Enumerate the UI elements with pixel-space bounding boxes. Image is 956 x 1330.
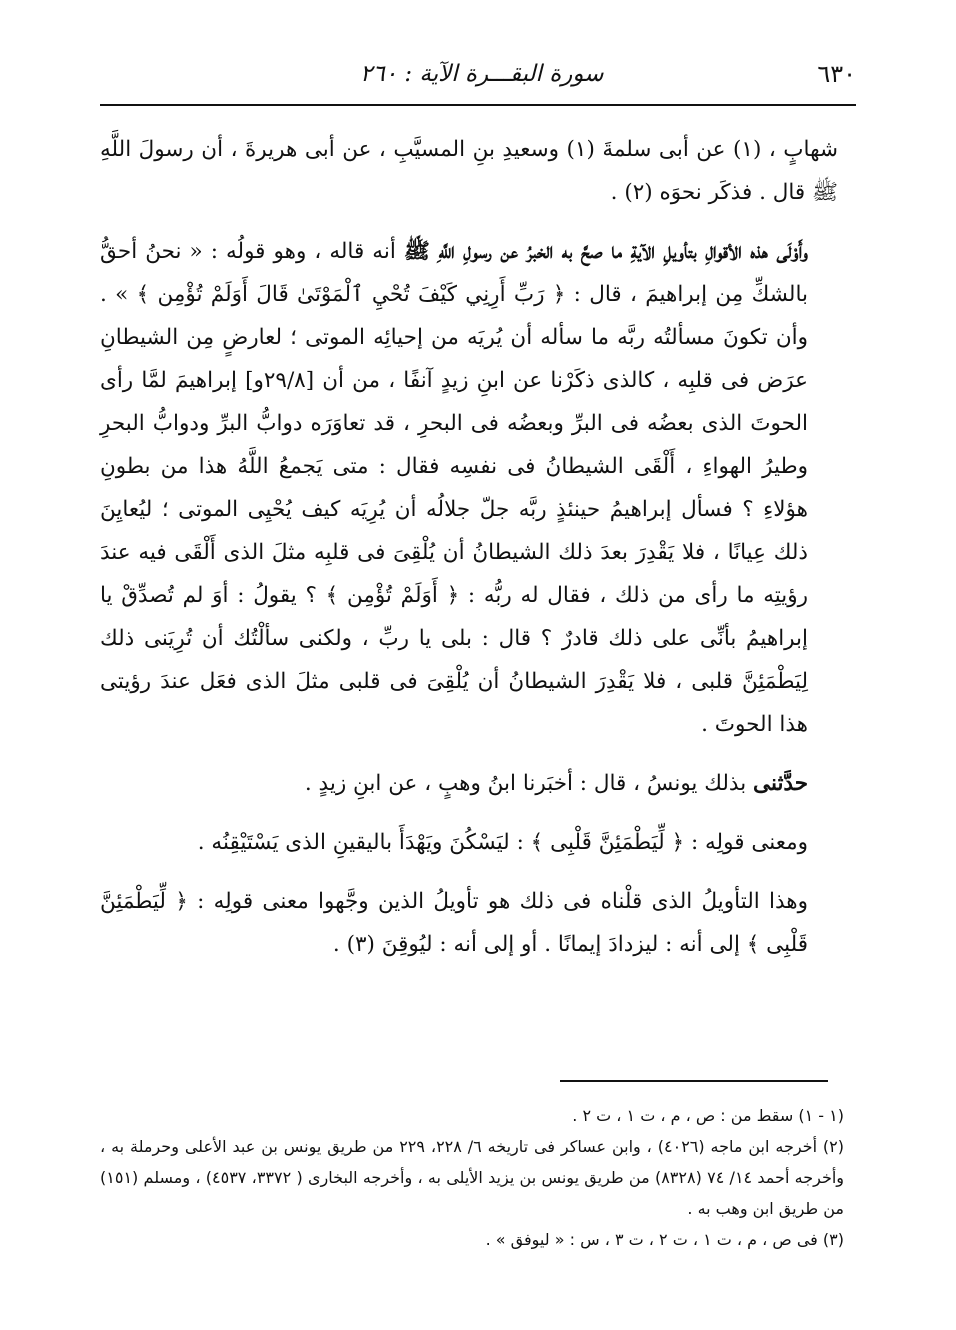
paragraph-1: شهابٍ ، (١) عن أبى سلمةَ (١) وسعيدِ بنِ المسيَّبِ ، عن أبى هريرةَ ، أن رسولَ اللَّهِ ﷺ قال . فذكَر نحوَه (٢) . [100,137,839,205]
footnote-2: (٢) أخرجه ابن ماجه (٤٠٢٦) ، وابن عساكر فى تاريخه ٦/ ٢٢٨، ٢٢٩ من طريق يونس بن عبد الأعلى وحرملة به ، وأخرجه أحمد ١٤/ ٧٤ (٨٣٢٨) من طريق يونس بن يزيد الأيلى به ، وأخرجه البخارى ( ٣٣٧٢، ٤٥٣٧) ، ومسلم (١٥١) من طريق ابن وهب به . [100,1137,845,1218]
footnote-1: (١ - ١) سقط من : ص ، م ، ت ١ ، ت ٢ . [572,1106,844,1125]
footnote-3: (٣) فى ص ، م ، ت ١ ، ت ٢ ، ت ٣ ، س : « ليوفق » . [485,1230,844,1249]
paragraph-2-text: أنه قاله ، وهو قولُه : « نحنُ أحقُّ بالشكِّ مِن إبراهيمَ ، قال : ﴿ رَبِّ أَرِنِي كَيْفَ تُحْيِ ٱلْمَوْتَىٰ قَالَ أَوَلَمْ تُؤْمِن ﴾ » . وأن تكونَ مسألتُه ربَّه ما سأله أن يُريَه من إحيائِه الموتى ؛ لعارضٍ مِن الشيطانِ عرَض فى قلبِه ، كالذى ذكَرْنا عن ابنِ زيدٍ آنفًا ، من أن [٢٩/٨و] إبراهيمَ لمَّا رأى الحوتَ الذى بعضُه فى البرِّ وبعضُه فى البحرِ ، قد تعاوَرَه دوابُّ البرِّ ودوابُّ البحرِ وطيرُ الهواءِ ، أَلْقَى الشيطانُ فى نفسِه فقال : متى يَجمعُ اللَّهُ هذا من بطونِ هؤلاءِ ؟ فسأل إبراهيمُ حينئذٍ ربَّه جلّ جلالُه أن يُرِيَه كيف يُحْيِى الموتى ؛ ليُعايِنَ ذلك عِيانًا ، فلا يَقْدِرَ بعدَ ذلك الشيطانُ أن يُلْقِىَ فى قلبِه مثلَ الذى أَلْقَى فيه عندَ رؤيتِه ما رأى من ذلك ، فقال له ربُّه : ﴿ أَوَلَمْ تُؤْمِن ﴾ ؟ يقولُ : أوَ لم تُصدِّقْ يا إبراهيمُ بأنِّى على ذلك قادرٌ ؟ قال : بلى يا ربِّ ، ولكنى سألْتُك أن تُرِيَنى ذلك لِيَطْمَئِنَّ قلبى ، فلا يَقْدِرَ الشيطانُ أن يُلْقِىَ فى قلبى مثلَ الذى فعَل عندَ رؤيتى هذا الحوتَ . [100,239,808,737]
page-number: ٦٣٠ [817,60,856,88]
footnotes [100,1100,844,1255]
paragraph-4: ومعنى قولِه : ﴿ لِّيَطْمَئِنَّ قَلْبِى ﴾ : ليَسْكُنَ ويَهْدَأَ باليقينِ الذى يَسْتَيْقِنُه . [197,830,808,855]
paragraph-3-text: بذلك يونسُ ، قال : أخبَرنا ابنُ وهبٍ ، عن ابنِ زيدٍ . [304,771,754,796]
paragraph-2-lead: وأَوْلَى هذه الأقوالِ بتأويلِ الآيةِ ما صحَّ به الخبرُ عن رسولِ اللَّهِ ﷺ [403,239,808,264]
paragraph-3 [100,762,838,805]
main-text [100,128,838,966]
paragraph-2 [100,230,838,746]
header-rule [100,104,856,106]
paragraph-5: وهذا التأويلُ الذى قلْناه فى ذلك هو تأويلُ الذين وجَّهوا معنى قولِه : ﴿ لِّيَطْمَئِنَّ قَلْبِى ﴾ إلى أنه : ليزدادَ إيمانًا . أو إلى أنه : ليُوقِنَ (٣) . [100,889,808,957]
running-title: سورة البقـــرة الآية : ٢٦٠ [360,61,604,87]
running-header [100,52,856,96]
paragraph-3-lead: حدَّثنى [753,771,808,796]
footnote-rule [560,1080,828,1082]
